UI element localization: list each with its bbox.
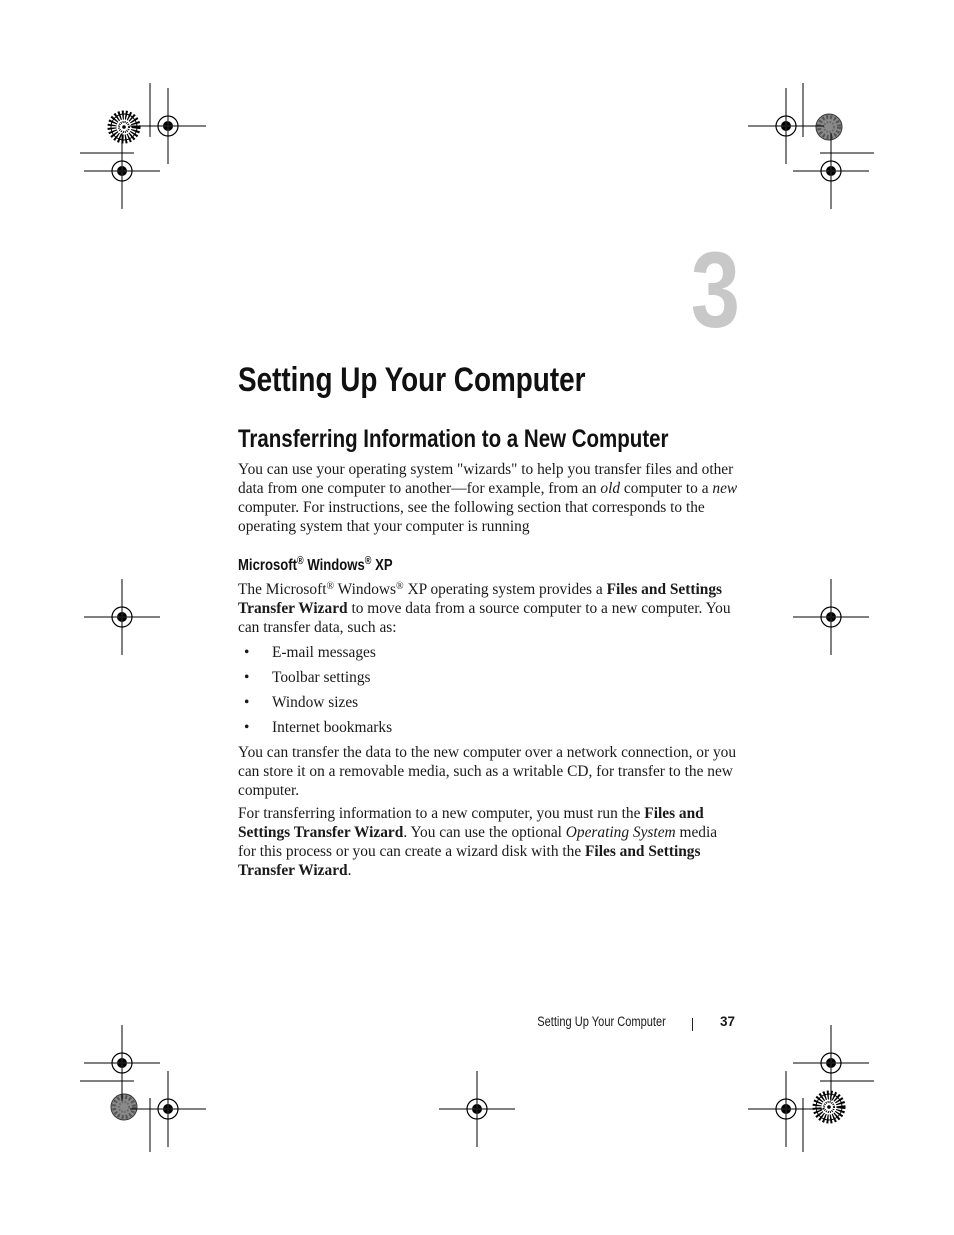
bullet-icon: • [244, 644, 250, 661]
section-title [238, 424, 763, 454]
intro-text-3: computer. For instructions, see the following section that corresponds to the operating system that your computer is running [238, 499, 705, 535]
registered-mark: ® [396, 581, 404, 592]
registered-mark: ® [364, 555, 372, 567]
subsection-windows: Windows [303, 557, 365, 574]
wizard-name-bold: Files and Settings Transfer Wizard [238, 843, 701, 879]
list-item [238, 715, 392, 740]
intro-text-2: computer to a [620, 480, 713, 497]
list-item-text: E-mail messages [272, 644, 376, 661]
bullet-icon: • [244, 694, 250, 711]
footer-title-text: Setting Up Your Computer [537, 1014, 666, 1029]
os-media-italic: Operating System [565, 824, 676, 841]
list-item-text: Internet bookmarks [272, 719, 393, 736]
subsection-title-text [238, 549, 393, 578]
intro-paragraph [238, 460, 738, 536]
list-item-text: Toolbar settings [272, 669, 371, 686]
intro-old-italic: old [600, 480, 621, 497]
wizard-text-2: . You can use the optional [403, 824, 566, 841]
xp-text-2: Windows [334, 581, 397, 598]
registered-mark: ® [326, 581, 335, 592]
xp-text-1: The Microsoft [238, 581, 327, 598]
subsection-xp: XP [371, 557, 393, 574]
chapter-title [238, 360, 662, 400]
list-item [238, 640, 392, 665]
wizard-paragraph [238, 804, 738, 880]
xp-text-4: to move data from a source computer to a new computer. You can transfer data, such as: [238, 600, 731, 636]
xp-paragraph [238, 580, 738, 637]
chapter-number: 3 [690, 229, 740, 350]
bullet-icon: • [244, 669, 250, 686]
wizard-name-bold: Files and Settings Transfer Wizard [238, 581, 723, 617]
intro-text-1: You can use your operating system "wizards" to help you transfer files and other data from one computer to another—for example, from an [238, 461, 734, 497]
wizard-text-3: media for this process or you can create a wizard disk with the [238, 824, 718, 860]
chapter-title-text: Setting Up Your Computer [238, 361, 586, 399]
bullet-icon: • [244, 719, 250, 736]
subsection-title [238, 549, 427, 578]
transfer-paragraph: You can transfer the data to the new computer over a network connection, or you can store it on a removable media, such as a writable CD, for transfer to the new computer. [238, 744, 737, 799]
footer-divider [692, 1018, 693, 1031]
list-item [238, 690, 392, 715]
intro-new-italic: new [712, 480, 738, 497]
wizard-text-1: For transferring information to a new computer, you must run the [238, 805, 645, 822]
wizard-text-4: . [347, 862, 352, 879]
page-footer [500, 1014, 740, 1036]
registered-mark: ® [297, 555, 304, 567]
page-number: 37 [720, 1014, 736, 1029]
bullet-list [238, 640, 392, 740]
section-title-text: Transferring Information to a New Computer [238, 425, 669, 453]
list-item-text: Window sizes [272, 694, 359, 711]
wizard-name-bold: Files and Settings Transfer Wizard [238, 805, 704, 841]
subsection-microsoft: Microsoft [238, 557, 298, 574]
xp-text-3: XP operating system provides a [403, 581, 607, 598]
footer-title [509, 1014, 666, 1029]
list-item [238, 665, 392, 690]
